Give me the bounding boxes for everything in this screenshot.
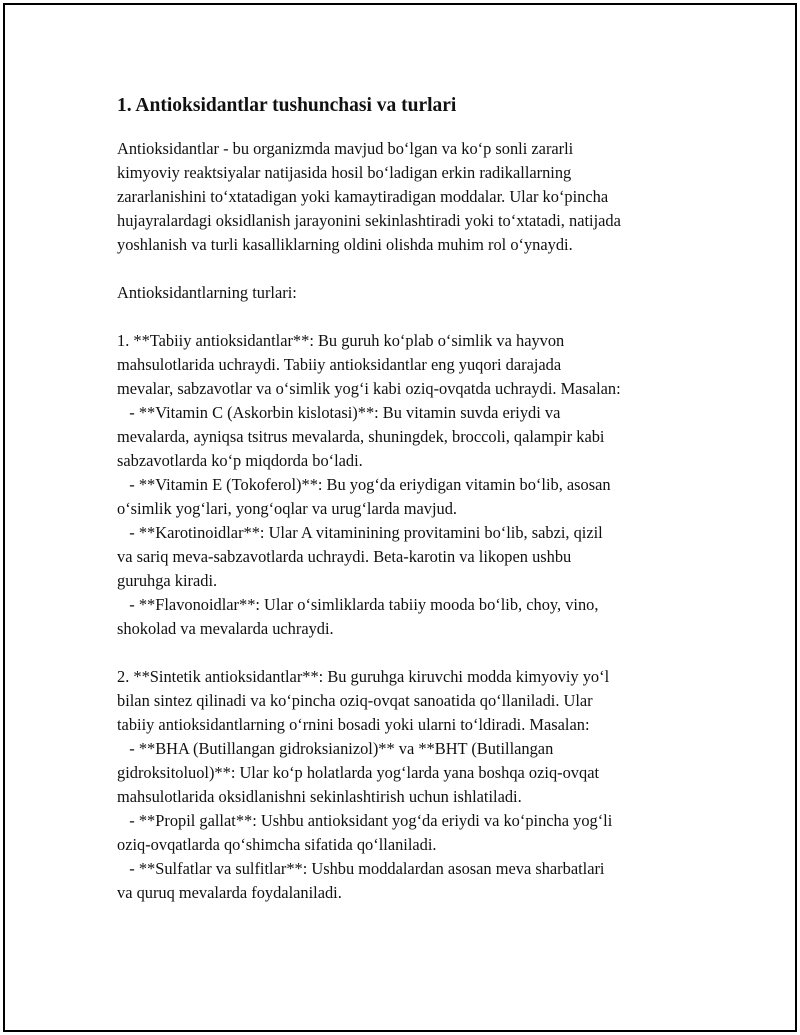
natural-antioxidants-paragraph: 1. **Tabiiy antioksidantlar**: Bu guruh ko‘plab o‘simlik va hayvon mahsulotlarida uchraydi. Tabiiy antioksidantlar eng yuqori darajada mevalar, sabzavotlar va o‘simlik yog‘i kabi oziq-ovqatda uchraydi. Masalan: - **Vitamin C (Askorbin kislotasi)**: Bu vitamin suvda eriydi va mevalarda, ayniqsa tsitrus mevalarda, shuningdek, broccoli, qalampir kabi sabzavotlarda ko‘p miqdorda bo‘ladi. - **Vitamin E (Tokoferol)**: Bu yog‘da eriydigan vitamin bo‘lib, asosan o‘simlik yog‘lari, yong‘oqlar va urug‘larda mavjud. - **Karotinoidlar**: Ular A vitaminining provitamini bo‘lib, sabzi, qizil va sariq meva-sabzavotlarda uchraydi. Beta-karotin va likopen ushbu guruhga kiradi. - **Flavonoidlar**: Ular o‘simliklarda tabiiy mooda bo‘lib, choy, vino, shokolad va mevalarda uchraydi. [117,331,621,638]
document-body [117,93,697,905]
intro-paragraph: Antioksidantlar - bu organizmda mavjud bo‘lgan va ko‘p sonli zararli kimyoviy reaktsiyalar natijasida hosil bo‘ladigan erkin radikallarning zararlanishini to‘xtatadigan yoki kamaytiradigan moddalar. Ular ko‘pincha hujayralardagi oksidlanish jarayonini sekinlashtiradi yoki to‘xtatadi, natijada yoshlanish va turli kasalliklarning oldini olishda muhim rol o‘ynaydi. [117,139,621,254]
synthetic-antioxidants-paragraph: 2. **Sintetik antioksidantlar**: Bu guruhga kiruvchi modda kimyoviy yo‘l bilan sintez qilinadi va ko‘pincha oziq-ovqat sanoatida qo‘llaniladi. Ular tabiiy antioksidantlarning o‘rnini bosadi yoki ularni to‘ldiradi. Masalan: - **BHA (Butillangan gidroksianizol)** va **BHT (Butillangan gidroksitoluol)**: Ular ko‘p holatlarda yog‘larda yana boshqa oziq-ovqat mahsulotlarida oksidlanishni sekinlashtirish uchun ishlatiladi. - **Propil gallat**: Ushbu antioksidant yog‘da eriydi va ko‘pincha yog‘li oziq-ovqatlarda qo‘shimcha sifatida qo‘llaniladi. - **Sulfatlar va sulfitlar**: Ushbu moddalardan asosan meva sharbatlari va quruq mevalarda foydalaniladi. [117,667,613,902]
section-title: 1. Antioksidantlar tushunchasi va turlari [117,95,457,116]
types-heading-paragraph: Antioksidantlarning turlari: [117,283,297,302]
